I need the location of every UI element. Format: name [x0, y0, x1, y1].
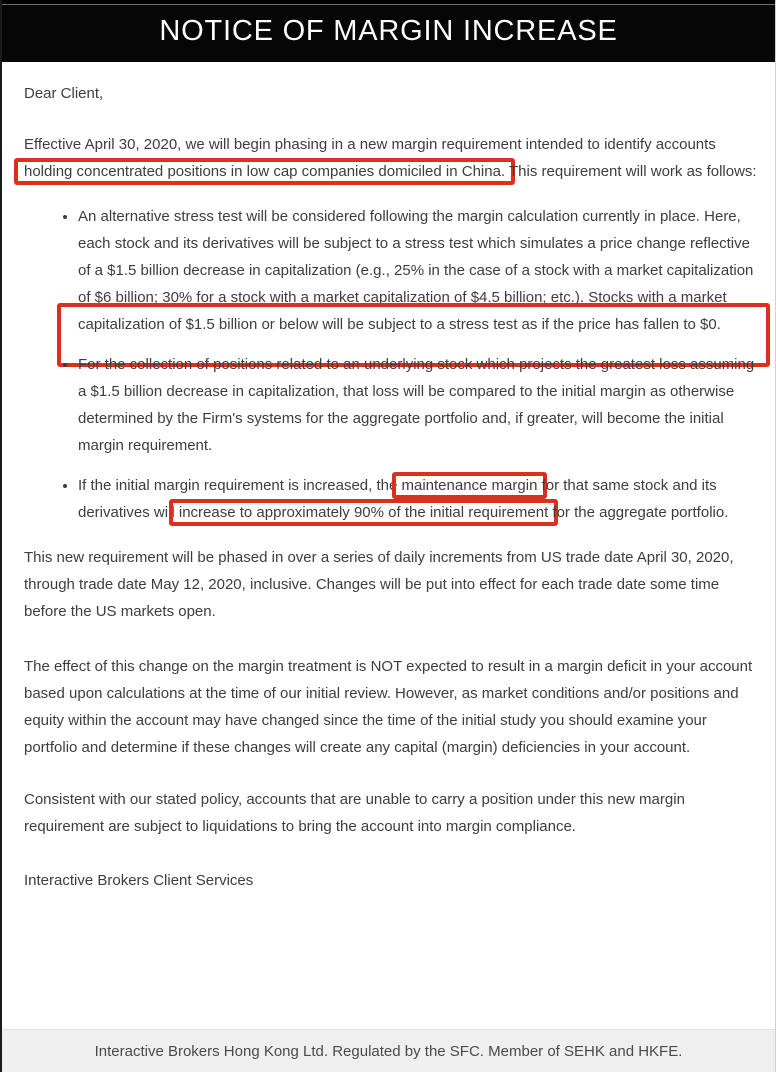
intro-text-after: This requirement will work as follows: [505, 163, 757, 180]
bullet-stress-test-text: An alternative stress test will be considered following the margin calculation currently in place. Here, each stock and its derivatives will be subject to a stress test which simulates a price change reflective of a $1.5 billion decrease in capitalization (e.g., 25% in the case of a stock with a market capitalization of $6 billion; 30% for a stock with a market capitalization of $4.5 billion; etc.). Stocks with a market capitalization of $1.5 billion or below will be subject to a stress test as if the price has fallen to $0. [78, 208, 754, 333]
bullet-greatest-loss: • For the collection of positions related to an underlying stock which projects the greatest loss assuming a $1.5 billion decrease in capitalization, that loss will be compared to the initial margin as otherwise determined by the Firm's systems for the aggregate portfolio and, if greater, will become the initial margin requirement. [78, 351, 763, 459]
notice-body [2, 62, 775, 1029]
requirement-bullet-list [24, 203, 763, 526]
maintenance-text-2: for that same stock and its derivatives will [78, 477, 717, 521]
ninety-percent-highlight-box: increase to approximately 90% of the initial requirement [169, 499, 558, 526]
intro-text-before: Effective April 30, 2020, we will begin phasing in a new margin requirement intended to identify accounts [24, 136, 716, 153]
notice-title: NOTICE OF MARGIN INCREASE [159, 14, 618, 47]
china-concentration-highlight-box: holding concentrated positions in low cap companies domiciled in China. [14, 158, 515, 185]
maintenance-text-1: If the initial margin requirement is increased, the [78, 477, 402, 494]
signature-line: Interactive Brokers Client Services [24, 872, 254, 889]
maintenance-text-3: for the aggregate portfolio. [548, 504, 729, 521]
intro-paragraph [24, 131, 763, 185]
effect-paragraph: The effect of this change on the margin treatment is NOT expected to result in a margin deficit in your account based upon calculations at the time of our initial review. However, as market conditions and/or positions and equity within the account may have changed since the time of the initial study you should examine your portfolio and determine if these changes will create any capital (margin) deficiencies in your account. [24, 658, 753, 756]
footer-regulatory-text: Interactive Brokers Hong Kong Ltd. Regulated by the SFC. Member of SEHK and HKFE. [94, 1042, 683, 1060]
salutation: Dear Client, [24, 85, 104, 102]
liquidation-paragraph: Consistent with our stated policy, accounts that are unable to carry a position under this new margin requirement are subject to liquidations to bring the account into margin compliance. [24, 791, 685, 835]
notice-header [2, 0, 775, 62]
phase-in-paragraph: This new requirement will be phased in over a series of daily increments from US trade date April 30, 2020, through trade date May 12, 2020, inclusive. Changes will be put into effect for each trade date some time before the US markets open. [24, 549, 734, 620]
footer-bar [2, 1029, 775, 1072]
bullet-stress-test [78, 203, 763, 338]
maintenance-margin-highlight-box: maintenance margin [392, 472, 548, 499]
bullet-maintenance-margin [78, 472, 763, 526]
